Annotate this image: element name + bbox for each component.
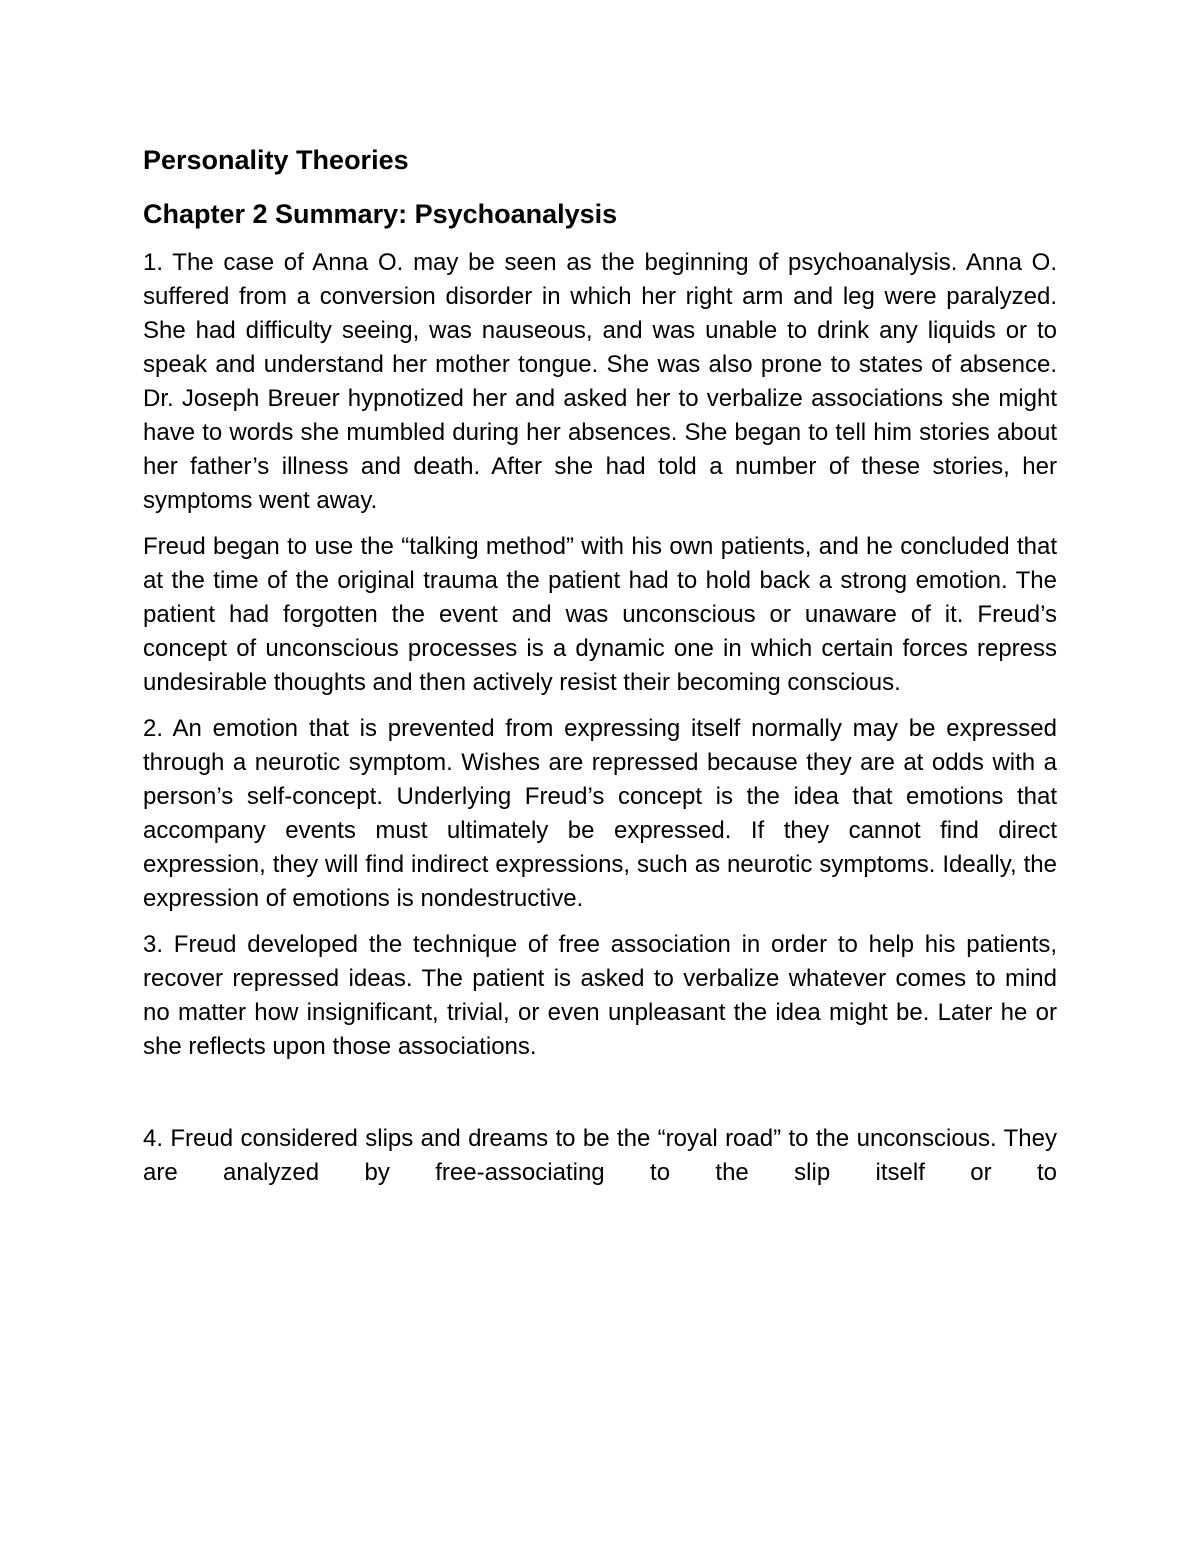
paragraph-2: Freud began to use the “talking method” with his own patients, and he concluded that at the time of the original trauma the patient had to hold back a strong emotion. The patient had forgotten the event and was unconscious or unaware of it. Freud’s concept of unconscious processes is a dynamic one in which certain forces repress undesirable thoughts and then actively resist their becoming conscious. (143, 533, 1057, 696)
chapter-heading: Chapter 2 Summary: Psychoanalysis (143, 199, 618, 229)
document-body (143, 138, 1057, 1190)
paragraph-4: 3. Freud developed the technique of free association in order to help his patients, recover repressed ideas. The patient is asked to verbalize whatever comes to mind no matter how insignificant, trivial, or even unpleasant the idea might be. Later he or she reflects upon those associations. (143, 931, 1057, 1060)
paragraph-5: 4. Freud considered slips and dreams to be the “royal road” to the unconscious. They are analyzed by free-associating to the slip itself or to (143, 1125, 1057, 1186)
paragraph-1: 1. The case of Anna O. may be seen as the beginning of psychoanalysis. Anna O. suffered from a conversion disorder in which her right arm and leg were paralyzed. She had difficulty seeing, was nauseous, and was unable to drink any liquids or to speak and understand her mother tongue. She was also prone to states of absence. Dr. Joseph Breuer hypnotized her and asked her to verbalize associations she might have to words she mumbled during her absences. She began to tell him stories about her father’s illness and death. After she had told a number of these stories, her symptoms went away. (143, 249, 1057, 514)
document-title: Personality Theories (143, 145, 409, 175)
paragraph-3: 2. An emotion that is prevented from expressing itself normally may be expressed through a neurotic symptom. Wishes are repressed because they are at odds with a person’s self-concept. Underlying Freud’s concept is the idea that emotions that accompany events must ultimately be expressed. If they cannot find direct expression, they will find indirect expressions, such as neurotic symptoms. Ideally, the expression of emotions is nondestructive. (143, 715, 1057, 912)
